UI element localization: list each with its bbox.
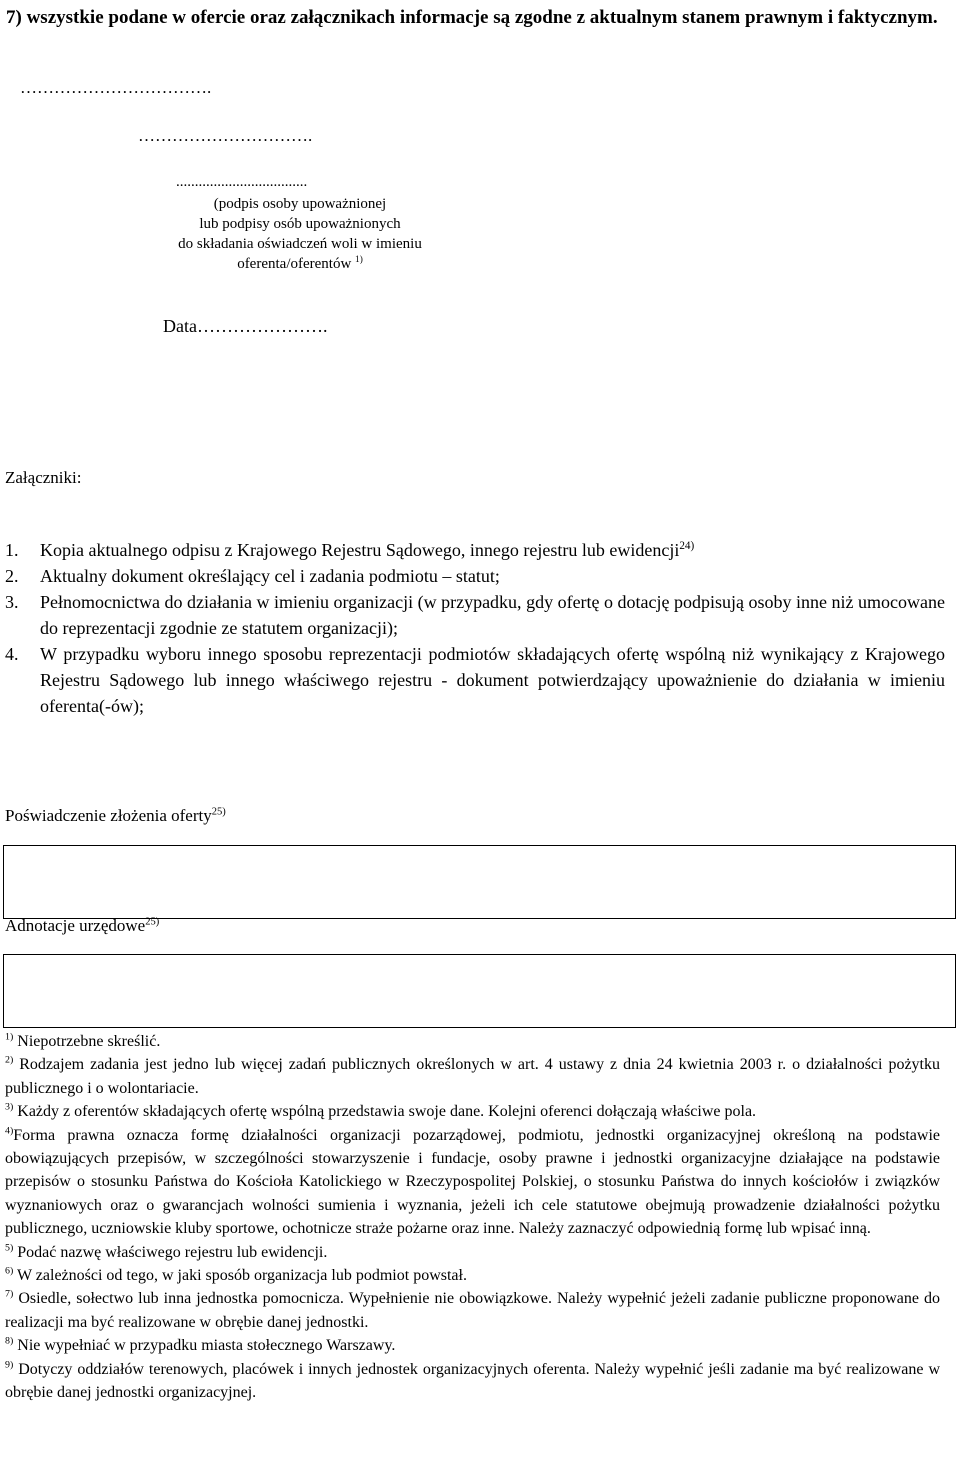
footnotes [5, 1030, 940, 1405]
footnote-ref: 25) [145, 916, 160, 928]
footnote: $^{5)}$ Podać nazwę właściwego rejestru lub ewidencji. [5, 1242, 328, 1261]
attachments-list [5, 537, 945, 719]
footnote: $^{7)}$ Osiedle, sołectwo lub inna jednostka pomocnicza. Wypełnienie nie obowiązkowe. Należy wypełnić jeżeli zadanie publiczne proponowane do realizacji ma być realizowane w obrębie danej jednostki. [5, 1289, 940, 1331]
dotted-line: ……………………………. [20, 78, 212, 97]
list-item: 2. Aktualny dokument określający cel i zadania podmiotu – statut; [5, 566, 500, 586]
footnote-ref: 24) [679, 540, 695, 552]
official-notes-box[interactable] [3, 954, 956, 1028]
date-field: Data…………………. [163, 316, 328, 336]
list-item: 1. Kopia aktualnego odpisu z Krajowego Rejestru Sądowego, innego rejestru lub ewidencji$^{24)}$ [5, 540, 695, 560]
notes-label: Adnotacje urzędowe$^{25)}$ [5, 916, 160, 935]
footnote: $^{8)}$ Nie wypełniać w przypadku miasta stołecznego Warszawy. [5, 1335, 396, 1355]
dotted-line: …………………………. [138, 126, 313, 145]
footnote: $^{1)}$ Niepotrzebne skreślić. [5, 1031, 161, 1050]
statement-item-7: 7) wszystkie podane w ofercie oraz załącznikach informacje są zgodne z aktualnym stanem prawnym i faktycznym. [6, 7, 938, 28]
footnote: $^{9)}$ Dotyczy oddziałów terenowych, placówek i innych jednostek organizacyjnych oferenta. Należy wypełnić jeśli zadanie ma być realizowane w obrębie danej jednostki organizacyjnej. [5, 1359, 940, 1402]
footnote-ref: 1) [355, 255, 363, 265]
footnote: $^{6)}$ W zależności od tego, w jaki sposób organizacja lub podmiot powstał. [5, 1265, 467, 1285]
footnote: $^{2)}$ Rodzajem zadania jest jedno lub więcej zadań publicznych określonych w art. 4 ustawy z dnia 24 kwietnia 2003 r. o działalności pożytku publicznego i o wolontariacie. [5, 1055, 941, 1097]
signature-dotted-line: ................................... [176, 174, 308, 190]
confirmation-label: Poświadczenie złożenia oferty$^{25)}$ [5, 806, 226, 825]
footnote: $^{3)}$ Każdy z oferentów składających ofertę wspólną przedstawia swoje dane. Kolejni oferenci dołączają właściwe pola. [5, 1101, 757, 1121]
signature-caption-line: (podpis osoby upoważnionej [213, 196, 387, 212]
list-item: 3. Pełnomocnictwa do działania w imieniu organizacji (w przypadku, gdy ofertę o dotację podpisują osoby inne niż umocowane do reprezentacji zgodnie ze statutem organizacji); [5, 592, 945, 638]
signature-caption [130, 194, 470, 274]
signature-caption-line: lub podpisy osób upoważnionych [199, 216, 401, 232]
list-item: 4. W przypadku wyboru innego sposobu reprezentacji podmiotów składających ofertę wspólną niż wynikający z Krajowego Rejestru Sądowego lub innego właściwego rejestru - dokument potwierdzający upoważnienie do działania w imieniu oferenta(-ów); [5, 644, 945, 716]
attachments-heading: Załączniki: [5, 468, 82, 487]
signature-caption-line: oferenta/oferentów $^{1)}$ [237, 255, 363, 272]
signature-caption-line: do składania oświadczeń woli w imieniu [178, 236, 422, 252]
confirmation-box[interactable] [3, 845, 956, 919]
footnote: $^{4)}$Forma prawna oznacza formę działalności organizacji pozarządowej, podmiotu, jednostki organizacyjnej określoną na podstawie obowiązujących przepisów, w szczególności stowarzyszenie i fundacje, osoby prawne i jednostki organizacyjne działające na podstawie przepisów o stosunku Państwa do Kościoła Katolickiego w Rzeczypospolitej Polskiej, o stosunku Państwa do innych kościołów i związków wyznaniowych oraz o gwarancjach wolności sumienia i wyznania, jeżeli ich cele statutowe obejmują prowadzenie działalności pożytku publicznego, uczniowskie kluby sportowe, ochotnicze straże pożarne oraz inne. Należy zaznaczyć odpowiednią formę lub wpisać inną. [5, 1125, 940, 1238]
footnote-ref: 25) [211, 806, 226, 818]
